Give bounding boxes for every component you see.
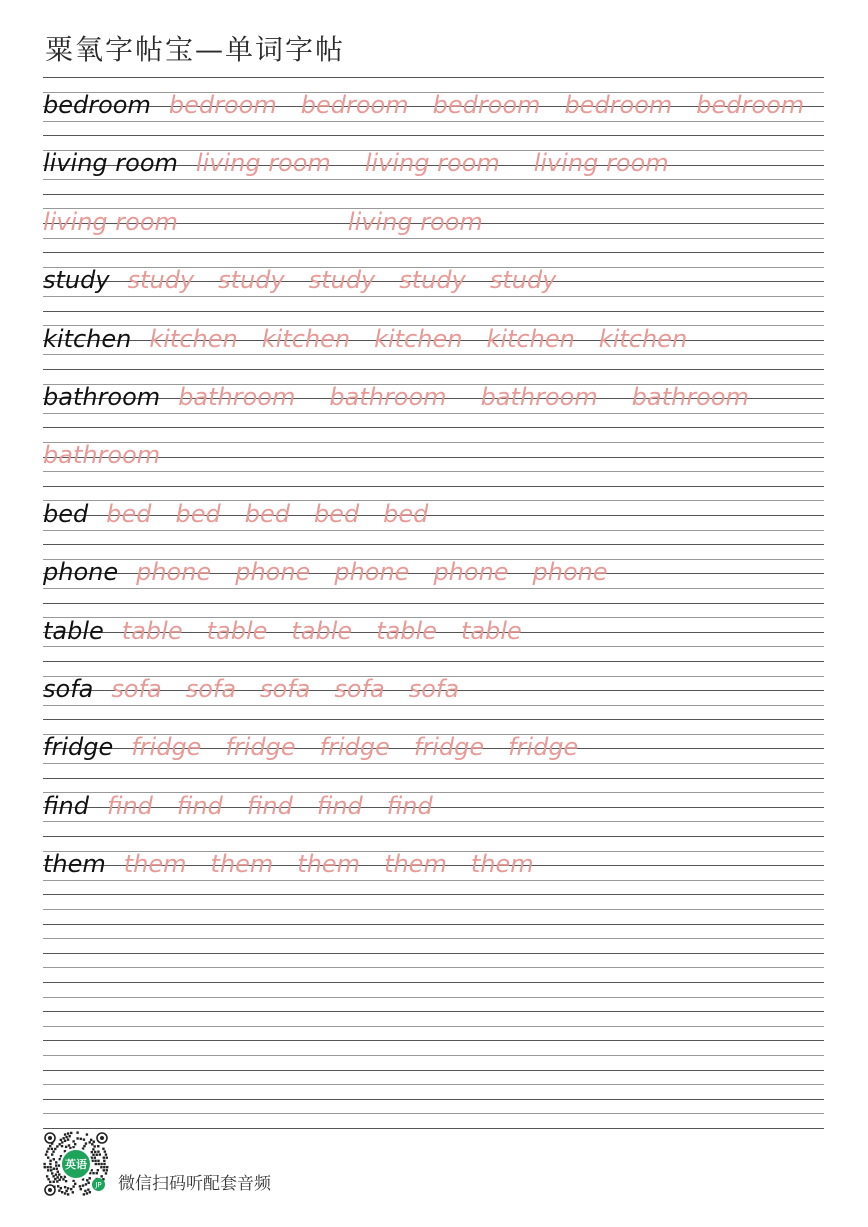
word-line [43,256,824,295]
trace-word: bedroom [432,91,541,119]
trace-word: living room [533,149,669,178]
practice-sheet [43,77,824,1128]
model-word: fridge [43,733,114,762]
trace-word: them [297,850,361,879]
ruled-line [43,1113,824,1114]
word-line [43,723,824,762]
ruled-line [43,427,824,428]
word-line [43,957,824,993]
trace-word: bed [313,499,360,528]
trace-word: kitchen [486,324,575,353]
trace-word: table [291,616,353,645]
ruled-line [43,413,824,414]
practice-row [43,661,824,719]
footer-text: 微信扫码听配套音频 [118,1174,271,1194]
trace-word: kitchen [374,324,463,353]
trace-word: bathroom [480,382,598,411]
ruled-line [43,894,824,895]
trace-word: phone [433,558,509,587]
trace-word: sofa [185,674,237,703]
trace-word: bathroom [329,382,447,411]
model-word: bedroom [43,91,151,119]
trace-word: bedroom [300,91,409,119]
word-line [43,1015,824,1051]
practice-row [43,369,824,427]
practice-row [43,252,824,310]
model-word: bed [43,499,89,528]
model-word: sofa [43,674,94,703]
word-line [43,665,824,701]
word-line [43,139,824,178]
word-line [43,898,824,934]
word-line [43,1074,824,1110]
practice-row [43,544,824,602]
word-line [43,373,824,409]
ruled-line [43,471,824,472]
model-word: them [43,850,106,879]
trace-word: them [123,850,187,879]
trace-word: bed [383,499,429,528]
trace-word: phone [532,558,608,587]
ruled-line [43,121,824,122]
trace-word: find [316,791,363,820]
ruled-line [43,252,824,253]
trace-word: fridge [131,733,202,762]
practice-row [43,77,824,135]
trace-word: living room [364,149,500,178]
model-word: study [43,266,110,295]
practice-row [43,953,824,1011]
ruled-line [43,646,824,647]
practice-row [43,427,824,485]
ruled-line [43,588,824,589]
model-word: kitchen [43,324,132,353]
word-line [43,548,824,587]
trace-word: sofa [408,674,460,703]
trace-word: bathroom [631,382,749,411]
trace-word: bedroom [564,91,673,119]
trace-word: phone [235,558,311,587]
trace-word: fridge [508,733,579,762]
trace-word: bed [244,499,290,528]
trace-word: fridge [319,733,390,762]
trace-word: sofa [111,674,162,703]
trace-word: study [218,266,285,295]
ruled-line [43,953,824,954]
practice-row [43,194,824,252]
ruled-line [43,194,824,195]
trace-word: phone [136,558,212,587]
ruled-line [43,997,824,998]
trace-word: find [176,791,223,820]
model-word: living room [43,149,178,178]
footer [42,1128,271,1198]
practice-row [43,311,824,369]
word-line [43,81,824,117]
ruled-line [43,719,824,720]
ruled-line [43,296,824,297]
trace-word: them [210,850,274,879]
trace-word: study [489,266,557,295]
ruled-line [43,135,824,136]
ruled-line [43,778,824,779]
practice-row [43,603,824,661]
ruled-line [43,880,824,881]
word-line [43,198,824,234]
ruled-line [43,821,824,822]
trace-word: kitchen [261,324,351,353]
practice-row [43,719,824,777]
trace-word: bathroom [178,382,296,411]
ruled-line [43,530,824,531]
ruled-line [43,603,824,604]
practice-row [43,1070,824,1128]
ruled-line [43,77,824,78]
ruled-line [43,1070,824,1071]
trace-word: find [106,791,153,820]
trace-word: study [399,266,466,295]
trace-word: fridge [225,733,296,762]
trace-word: phone [334,558,410,587]
trace-word: kitchen [149,324,238,353]
ruled-line [43,238,824,239]
trace-word: them [384,850,447,879]
trace-word: them [470,850,534,879]
trace-word: living room [347,207,483,236]
trace-word: study [308,266,376,295]
ruled-line [43,486,824,487]
word-line [43,315,824,351]
ruled-line [43,179,824,180]
practice-row [43,1011,824,1069]
trace-word: study [127,266,195,295]
trace-word: kitchen [598,324,688,353]
practice-row [43,836,824,894]
trace-word: bed [175,499,221,528]
trace-word: find [386,791,433,820]
trace-word: table [206,616,268,645]
trace-word: bed [106,499,152,528]
ruled-line [43,311,824,312]
ruled-line [43,1011,824,1012]
model-word: bathroom [43,382,161,411]
trace-word: bedroom [696,91,805,119]
trace-word: find [246,791,293,820]
ruled-line [43,369,824,370]
ruled-line [43,1055,824,1056]
practice-row [43,486,824,544]
trace-word: table [121,616,183,645]
ruled-line [43,763,824,764]
trace-word: living room [43,207,178,236]
ruled-line [43,705,824,706]
ruled-line [43,836,824,837]
word-line [43,490,824,526]
trace-word: bathroom [43,441,161,470]
practice-row [43,135,824,193]
word-line [43,840,824,879]
model-word: table [43,616,104,645]
ruled-line [43,661,824,662]
trace-word: sofa [260,674,311,703]
word-line [43,607,824,643]
trace-word: table [376,616,437,645]
word-line [43,431,824,470]
qr-code-icon[interactable] [42,1130,110,1198]
word-line [43,782,824,818]
page-title: 粟氧字帖宝—单词字帖 [45,33,346,66]
trace-word: living room [195,149,331,178]
model-word: phone [43,558,119,587]
practice-row [43,894,824,952]
ruled-line [43,544,824,545]
qr-badge: 英语 [60,1148,92,1180]
practice-row [43,778,824,836]
trace-word: table [460,616,522,645]
qr-mini-badge: JP [92,1178,105,1191]
trace-word: fridge [413,733,485,762]
trace-word: bedroom [168,91,277,119]
ruled-line [43,354,824,355]
ruled-line [43,938,824,939]
trace-word: sofa [334,674,385,703]
model-word: find [43,791,89,820]
